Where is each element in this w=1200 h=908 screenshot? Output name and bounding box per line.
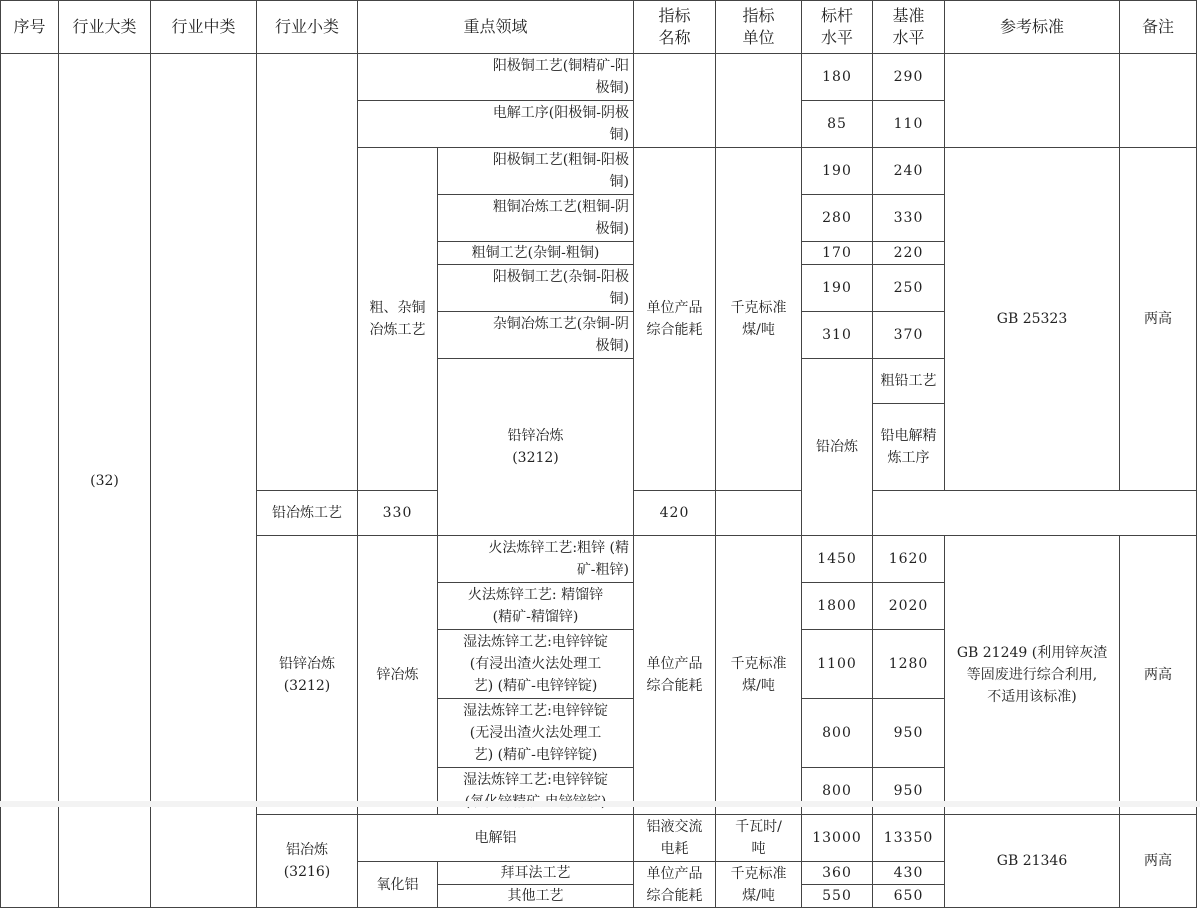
process-cell: 粗铅工艺 (873, 359, 945, 404)
baseline-value: 1280 (873, 630, 945, 699)
seq-cell (1, 54, 59, 908)
process-cell: 铅电解精炼工序 (873, 403, 945, 491)
remark-cell (1120, 54, 1197, 148)
benchmark-value: 280 (802, 195, 873, 242)
mid-category-cell (151, 54, 257, 908)
header-minor-category: 行业小类 (257, 1, 358, 54)
benchmark-value: 85 (802, 101, 873, 148)
baseline-value: 290 (873, 54, 945, 101)
process-cell: 湿法炼锌工艺:电锌锌锭 (无浸出渣火法处理工 艺) (精矿-电锌锌锭) (438, 699, 634, 768)
baseline-value: 650 (873, 885, 945, 908)
benchmark-value: 310 (802, 312, 873, 359)
indicator-cell: 单位产品 综合能耗 (634, 862, 716, 908)
baseline-value: 110 (873, 101, 945, 148)
benchmark-value: 1450 (802, 536, 873, 583)
baseline-value: 250 (873, 265, 945, 312)
header-row (1, 1, 1197, 54)
benchmark-value: 800 (802, 768, 873, 815)
baseline-value: 220 (873, 242, 945, 265)
process-cell: 粗铜冶炼工艺(粗铜-阴 极铜) (438, 195, 634, 242)
process-cell: 铅冶炼工艺 (257, 491, 358, 536)
standard-cell: GB 21346 (945, 815, 1120, 908)
zinc-minor-category: 铅锌冶炼 (3212) (257, 536, 358, 815)
unit-cell: 千瓦时/ 吨 (716, 815, 802, 862)
baseline-value: 240 (873, 148, 945, 195)
benchmark-value: 190 (802, 148, 873, 195)
header-benchmark-level: 标杆 水平 (802, 1, 873, 54)
zinc-focus: 锌冶炼 (358, 536, 438, 815)
unit-cell (716, 54, 802, 148)
copper-minor-cell (257, 54, 358, 491)
benchmark-value: 550 (802, 885, 873, 908)
alumina-focus: 氧化铝 (358, 862, 438, 908)
process-cell: 电解工序(阳极铜-阴极 铜) (358, 101, 634, 148)
baseline-value: 2020 (873, 583, 945, 630)
standard-cell: GB 25323 (945, 148, 1120, 491)
indicator-cell: 铝液交流 电耗 (634, 815, 716, 862)
indicator-cell: 单位产品 综合能耗 (634, 536, 716, 815)
process-cell: 湿法炼锌工艺:电锌锌锭 (438, 768, 634, 815)
baseline-value: 950 (873, 768, 945, 815)
unit-cell: 千克标准 煤/吨 (716, 862, 802, 908)
header-indicator-name: 指标 名称 (634, 1, 716, 54)
lead-focus: 铅冶炼 (802, 359, 873, 536)
baseline-value: 420 (634, 491, 716, 536)
indicator-cell: 单位产品 综合能耗 (634, 148, 716, 491)
benchmark-value: 13000 (802, 815, 873, 862)
table-row (1, 54, 1197, 101)
copper-smelting-group: 粗、杂铜 冶炼工艺 (358, 148, 438, 491)
header-mid-category: 行业中类 (151, 1, 257, 54)
baseline-value: 950 (873, 699, 945, 768)
header-major-category: 行业大类 (59, 1, 151, 54)
process-cell: 湿法炼锌工艺:电锌锌锭 (有浸出渣火法处理工 艺) (精矿-电锌锌锭) (438, 630, 634, 699)
process-cell: 火法炼锌工艺: 精馏锌 (精矿-精馏锌) (438, 583, 634, 630)
page-bottom-edge (0, 801, 1200, 807)
indicator-cell (634, 54, 716, 148)
standard-cell: GB 21249 (利用锌灰渣 等固废进行综合利用, 不适用该标准) (945, 536, 1120, 815)
process-cell: 阳极铜工艺(铜精矿-阳 极铜) (358, 54, 634, 101)
baseline-value: 370 (873, 312, 945, 359)
unit-cell: 千克标准 煤/吨 (716, 536, 802, 815)
benchmark-value: 1100 (802, 630, 873, 699)
benchmark-value: 1800 (802, 583, 873, 630)
electrolytic-aluminum-focus: 电解铝 (358, 815, 634, 862)
baseline-value: 1620 (873, 536, 945, 583)
header-indicator-unit: 指标 单位 (716, 1, 802, 54)
remark-cell: 两高 (1120, 148, 1197, 491)
header-seq: 序号 (1, 1, 59, 54)
baseline-value: 13350 (873, 815, 945, 862)
process-cell: 拜耳法工艺 (438, 862, 634, 885)
benchmark-value: 330 (358, 491, 438, 536)
benchmark-value: 800 (802, 699, 873, 768)
remark-cell: 两高 (1120, 815, 1197, 908)
header-focus-area: 重点领域 (358, 1, 634, 54)
baseline-value: 330 (873, 195, 945, 242)
process-cell: 粗铜工艺(杂铜-粗铜) (438, 242, 634, 265)
unit-cell: 千克标准 煤/吨 (716, 148, 802, 491)
header-baseline-level: 基准 水平 (873, 1, 945, 54)
alum-minor-category: 铝冶炼 (3216) (257, 815, 358, 908)
standard-cell (945, 54, 1120, 148)
remark-cell: 两高 (1120, 536, 1197, 815)
major-category-code: (32) (59, 54, 151, 908)
benchmark-value: 360 (802, 862, 873, 885)
process-cell: 火法炼锌工艺:粗锌 (精 矿-粗锌) (438, 536, 634, 583)
process-cell: 阳极铜工艺(杂铜-阳极 铜) (438, 265, 634, 312)
process-cell: 阳极铜工艺(粗铜-阳极 铜) (438, 148, 634, 195)
benchmark-value: 190 (802, 265, 873, 312)
process-cell: 杂铜冶炼工艺(杂铜-阴 极铜) (438, 312, 634, 359)
header-remark: 备注 (1120, 1, 1197, 54)
benchmark-value: 170 (802, 242, 873, 265)
baseline-value: 430 (873, 862, 945, 885)
lead-minor-category: 铅锌冶炼 (3212) (438, 359, 634, 536)
benchmark-value: 180 (802, 54, 873, 101)
header-reference-standard: 参考标准 (945, 1, 1120, 54)
process-cell: 其他工艺 (438, 885, 634, 908)
